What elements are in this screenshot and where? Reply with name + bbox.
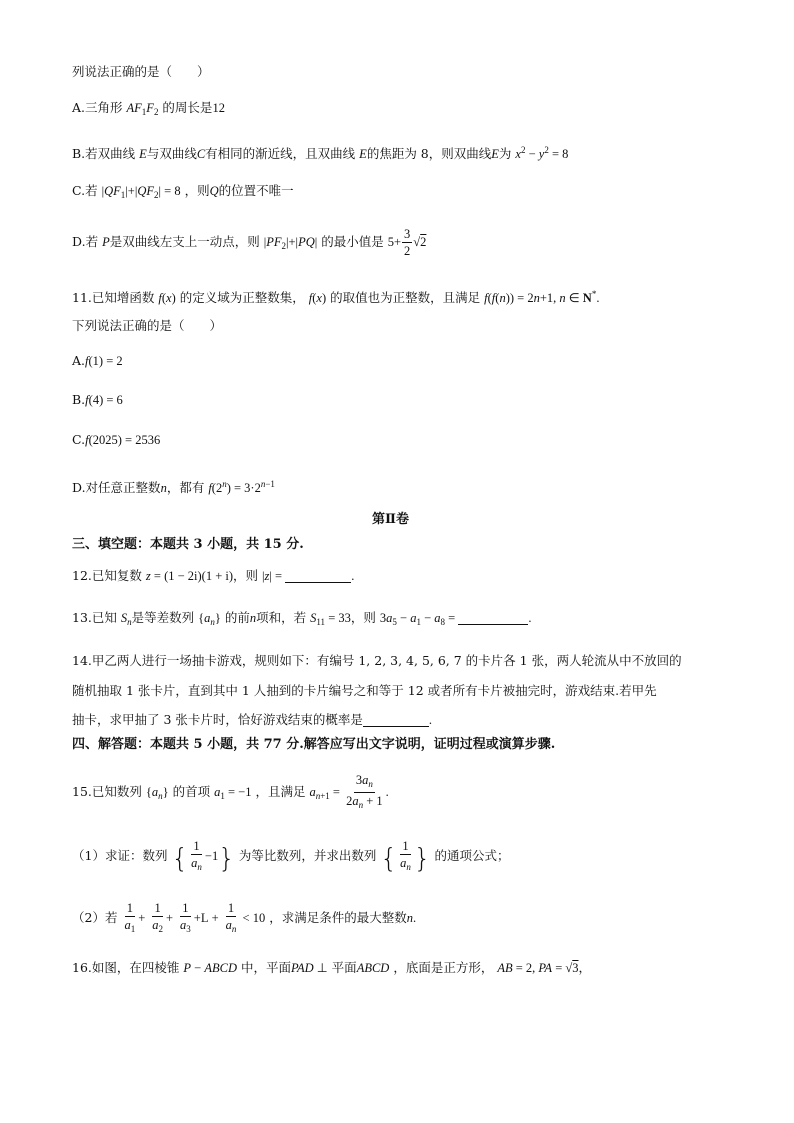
q13: 13.已知 $S_n$是等差数列 $\{a_n\}$ 的前n项和，若 $S_{11} = 33$，则 $3a_5 - a_1 - a_8$ = . bbox=[72, 610, 532, 627]
q14-line2: 随机抽取 1 张卡片，直到其中 1 人抽到的卡片编号之和等于 12 或者所有卡片被抽完时，游戏结束.若甲先 bbox=[72, 683, 657, 698]
q11-option-d: D.对任意正整数n，都有 $f(2^n) = 3\cdot 2^{n-1}$ bbox=[72, 479, 275, 495]
section-2-title: 第Ⅱ卷 bbox=[372, 512, 409, 527]
q11-option-b: B.f(4) = 6 bbox=[72, 392, 123, 407]
q10-option-d: D.若 P是双曲线左支上一动点，则 $|PF_2|+|PQ|$ 的最小值是 5+ $\frac{3}{2}$ √2 bbox=[72, 227, 427, 258]
section-4-title: 四、解答题：本题共 5 小题，共 77 分.解答应写出文字说明，证明过程或演算步骤. bbox=[72, 737, 556, 752]
q15-part2: （2）若 $\frac{1}{a_1}$ + $\frac{1}{a_2}$ + $\frac{1}{a_3}$ +L + $\frac{1}{a_n}$ < 10 ，求满足条件的最大整数n. bbox=[72, 901, 417, 934]
q11-option-a: A.f(1) = 2 bbox=[72, 353, 123, 368]
q15-part1: （1）求证：数列 { $\frac{1}{a_n}$ −1} 为等比数列，并求出数列 { $\frac{1}{a_n}$ } 的通项公式； bbox=[72, 839, 510, 875]
q14-answer-blank[interactable] bbox=[363, 726, 429, 727]
section-3-title: 三、填空题：本题共 3 小题，共 15 分. bbox=[72, 537, 304, 552]
q11-option-c: C.f(2025) = 2536 bbox=[72, 432, 161, 447]
q14-line3: 抽卡，求甲抽了 3 张卡片时，恰好游戏结束的概率是 . bbox=[72, 712, 433, 727]
q14-line1: 14.甲乙两人进行一场抽卡游戏，规则如下：有编号 1, 2, 3, 4, 5, 6, 7 的卡片各 1 张，两人轮流从中不放回的 bbox=[72, 653, 682, 668]
q16-stem: 16.如图，在四棱锥 P − ABCD 中，平面PAD ⊥ 平面ABCD ，底面是正方形， AB = 2, PA = √3， bbox=[72, 960, 592, 975]
q13-answer-blank[interactable] bbox=[458, 624, 528, 625]
q12-answer-blank[interactable] bbox=[285, 582, 351, 583]
q10-option-b: B.若双曲线 E与双曲线C有相同的渐近线，且双曲线 E的焦距为 8，则双曲线E为 $x^2 - y^2 = 8$ bbox=[72, 145, 569, 161]
q10-option-c: C.若 $|QF_1|+|QF_2| = 8$ ，则Q的位置不唯一 bbox=[72, 183, 294, 200]
q10-stem-tail: 列说法正确的是（ ） bbox=[72, 64, 210, 79]
q11-stem-line2: 下列说法正确的是（ ） bbox=[72, 318, 223, 333]
q12: 12.已知复数 z = (1 − 2i)(1 + i)，则 |z| = . bbox=[72, 568, 355, 583]
q11-stem: 11.已知增函数 f(x) 的定义域为正整数集， f(x) 的取值也为正整数，且满足 f(f(n)) = 2n+1, n ∈ N*. bbox=[72, 289, 600, 305]
q10-option-a: A.三角形 $AF_1F_2$ 的周长是12 bbox=[72, 100, 225, 117]
q15-stem: 15.已知数列 $\{a_n\}$ 的首项 $a_1 = -1$ ，且满足 $a_{n+1}$ = $\frac{3a_n}{2a_n + 1}$ . bbox=[72, 773, 389, 810]
